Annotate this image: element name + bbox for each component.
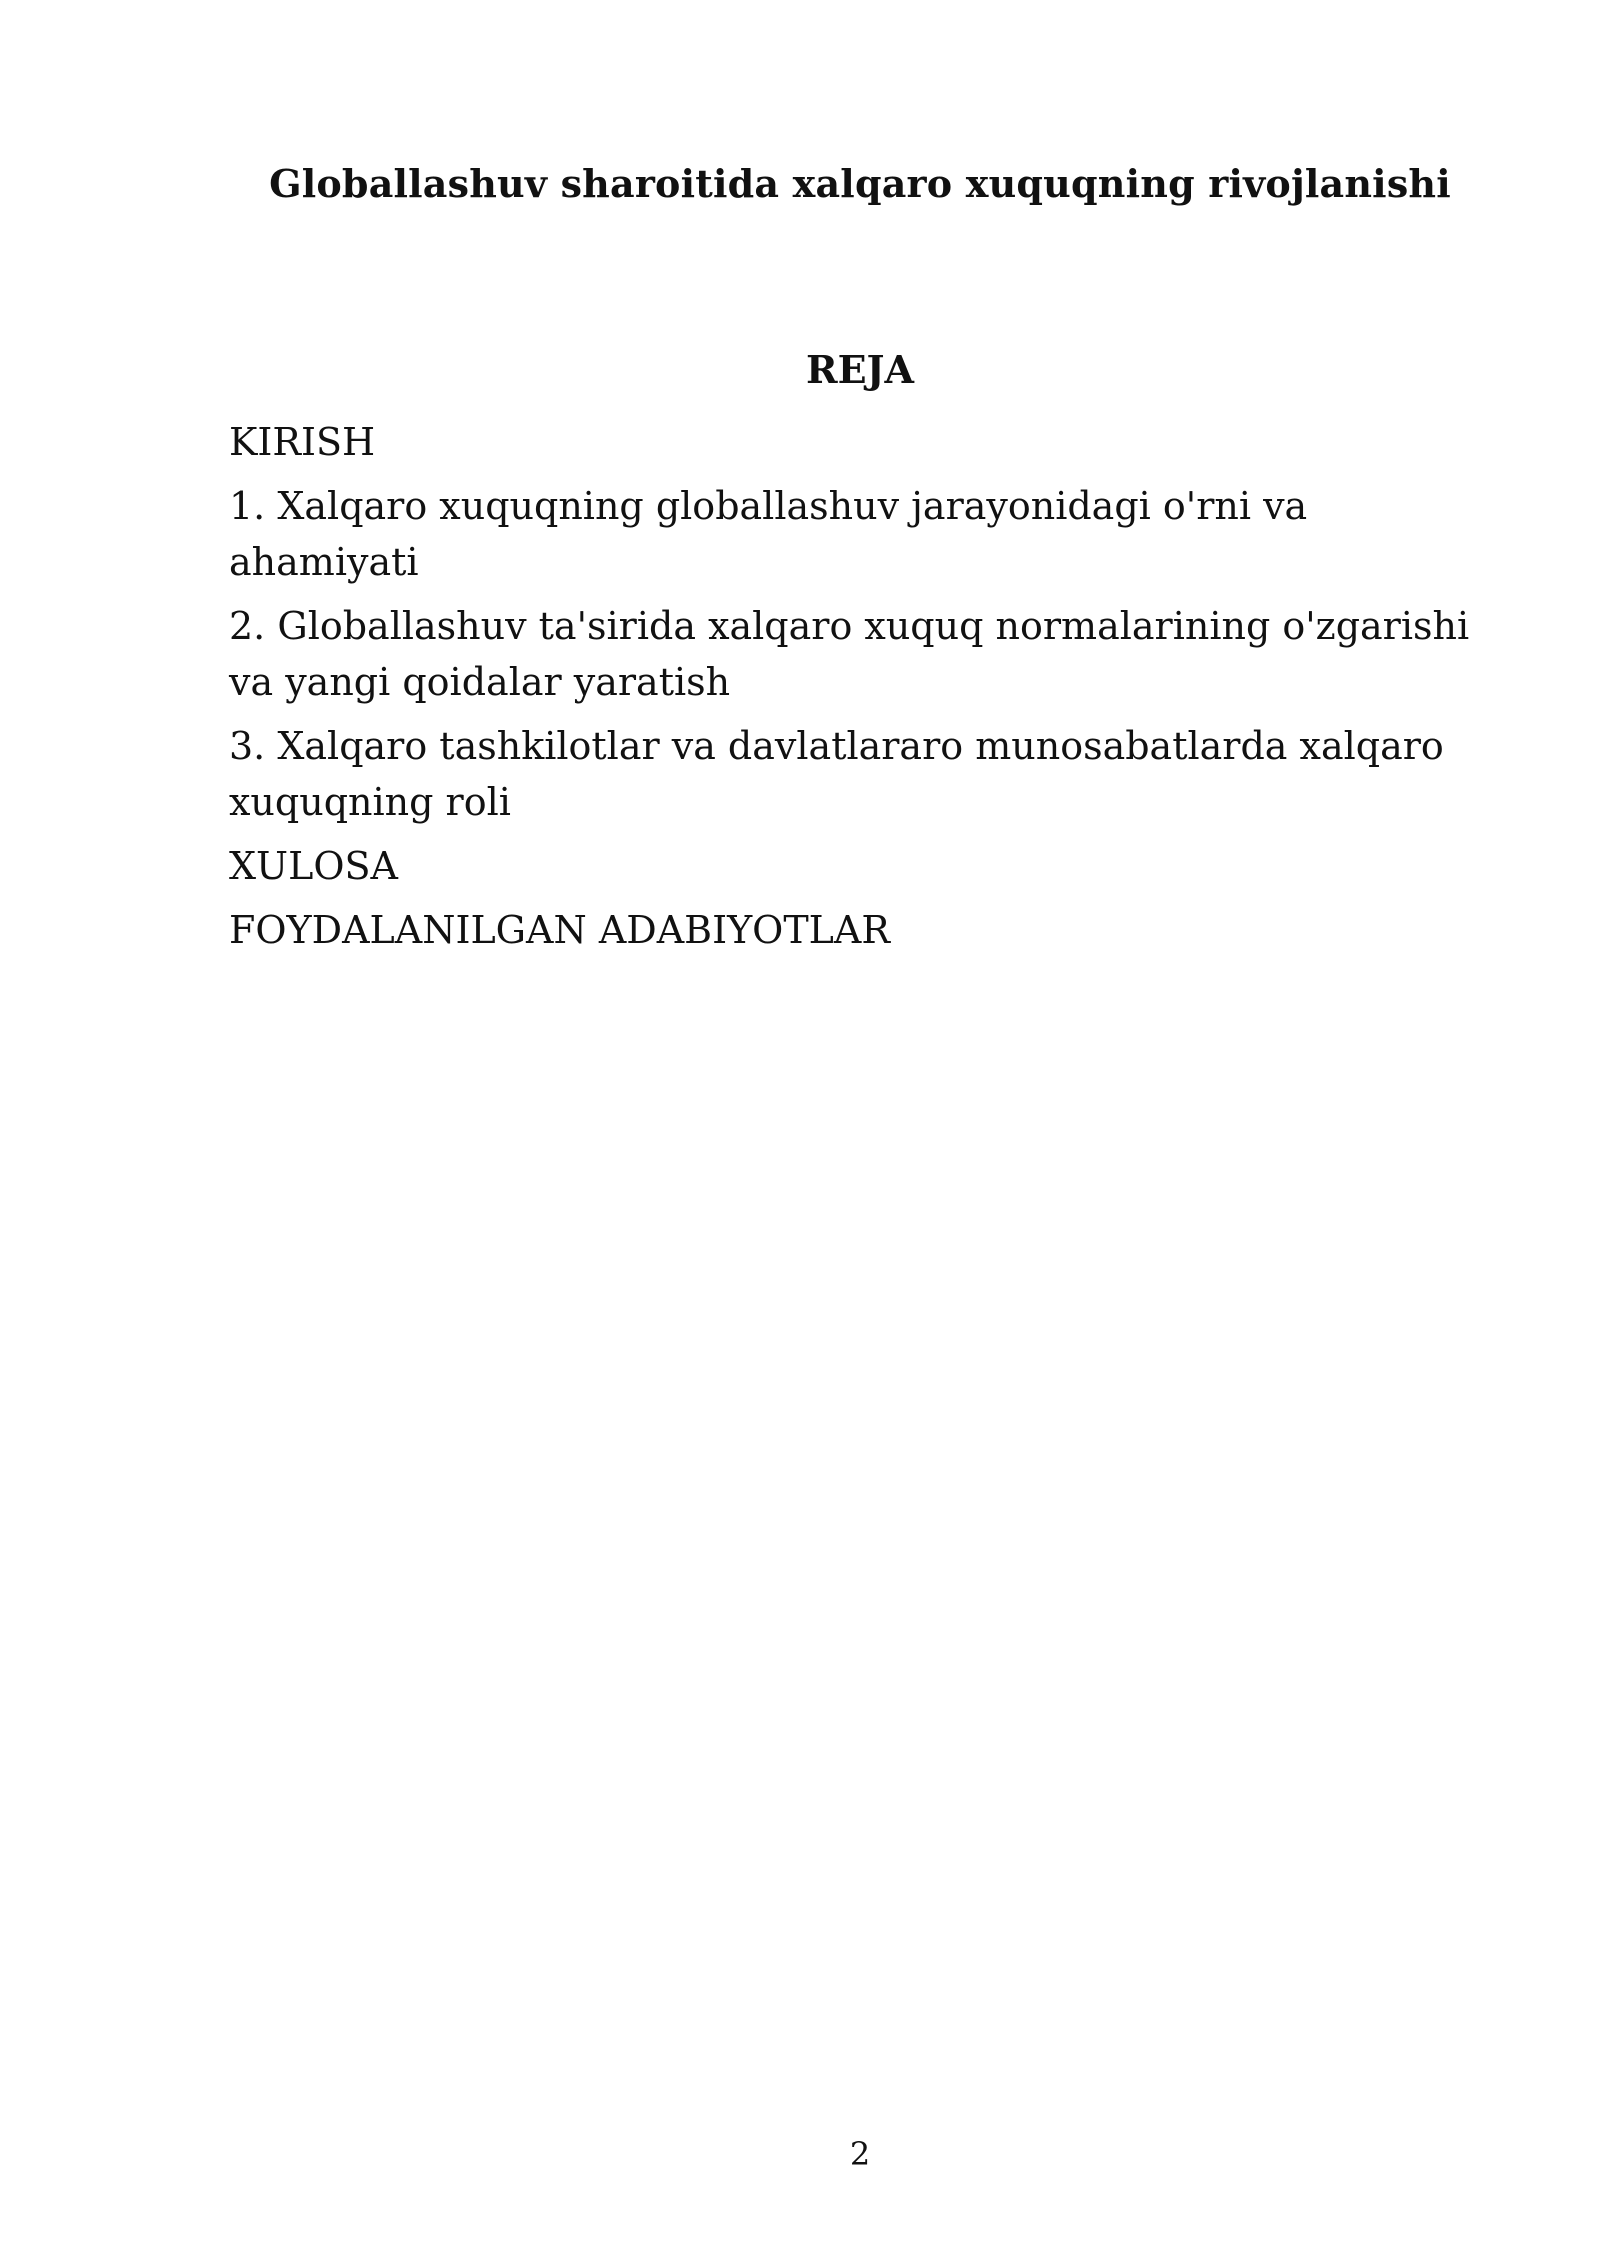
plan-item-1: 1. Xalqaro xuquqning globallashuv jarayonidagi o'rni va ahamiyati <box>229 484 1308 584</box>
plan-item-2: 2. Globallashuv ta'sirida xalqaro xuquq normalarining o'zgarishi va yangi qoidalar yaratish <box>229 604 1470 704</box>
page-number: 2 <box>849 2135 871 2173</box>
document-title: Globallashuv sharoitida xalqaro xuquqning rivojlanishi <box>269 161 1451 206</box>
plan-heading: REJA <box>805 347 914 392</box>
plan-item-references: FOYDALANILGAN ADABIYOTLAR <box>229 908 890 952</box>
plan-item-3: 3. Xalqaro tashkilotlar va davlatlararo munosabatlarda xalqaro xuquqning roli <box>229 724 1444 824</box>
plan-item-introduction: KIRISH <box>229 420 376 464</box>
plan-item-conclusion: XULOSA <box>229 844 398 888</box>
plan-list <box>229 414 1489 966</box>
